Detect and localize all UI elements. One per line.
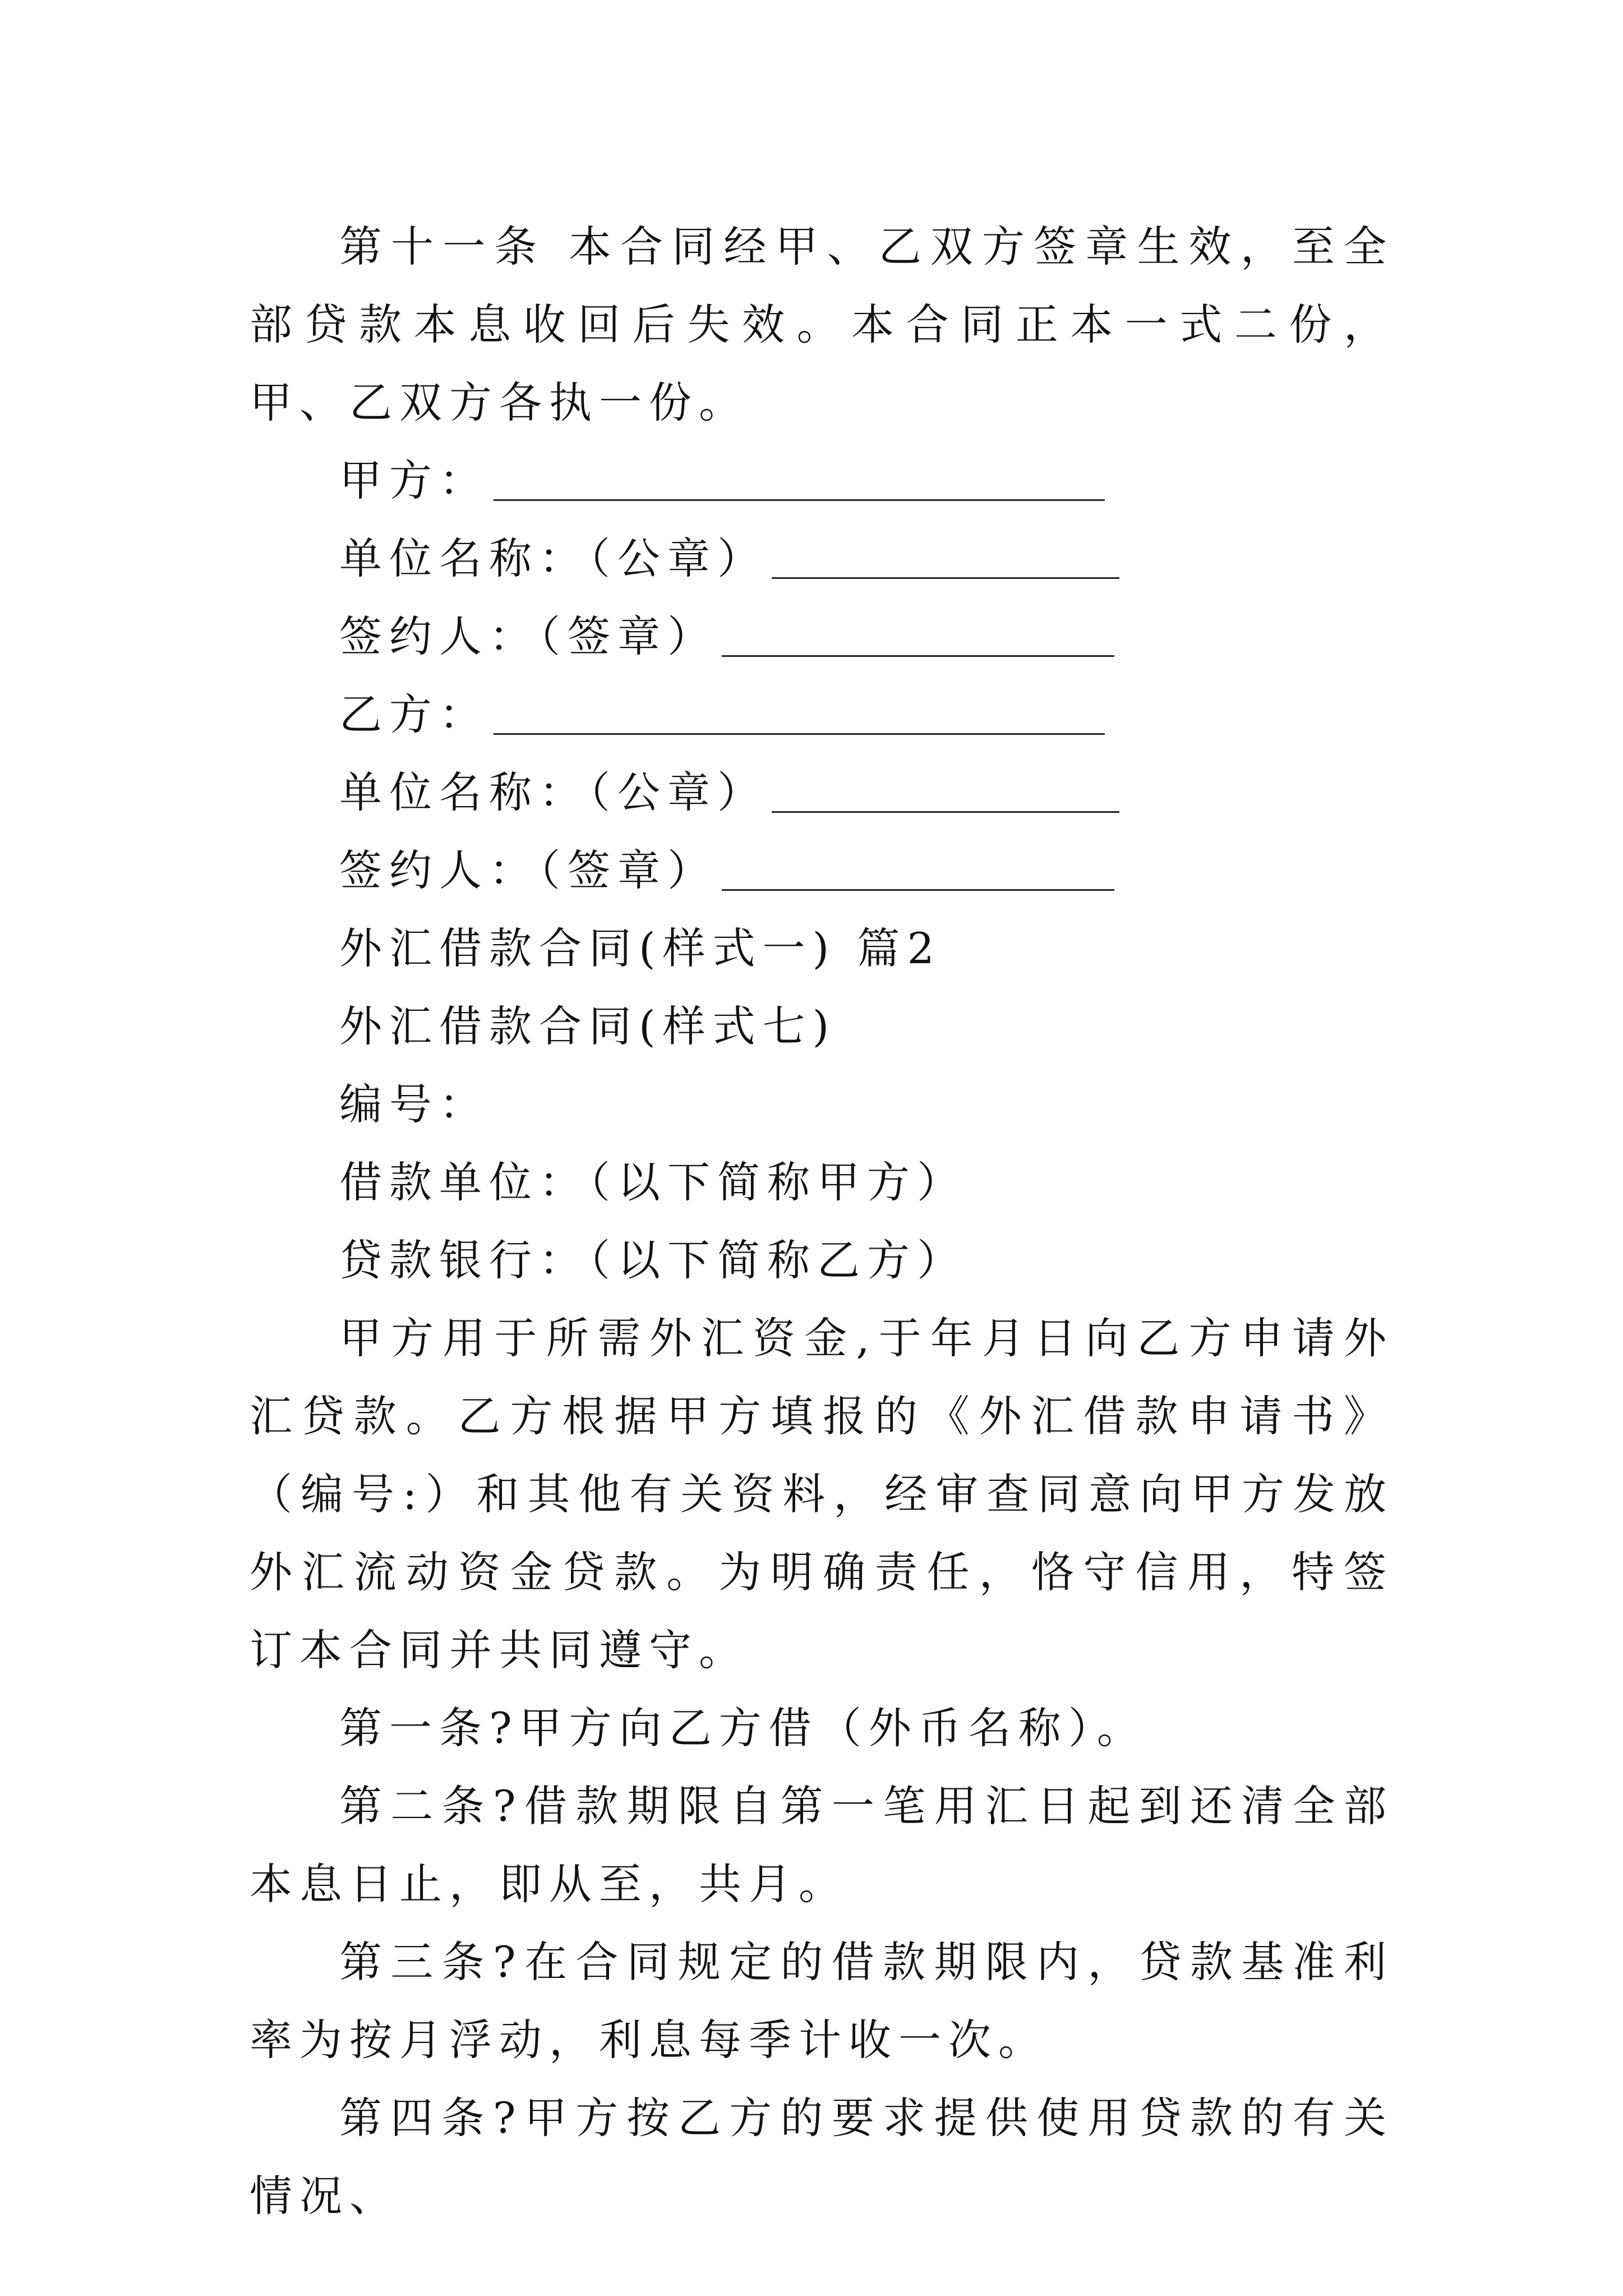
intro-paragraph: 甲方用于所需外汇资金,于年月日向乙方申请外汇贷款。乙方根据甲方填报的《外汇借款申请书》（编号:）和其他有关资料，经审查同意向甲方发放外汇流动资金贷款。为明确责任，恪守信用，特签订本合同并共同遵守。 xyxy=(250,1313,1394,1675)
party-a-blank xyxy=(494,467,1105,501)
contract-title: 外汇借款合同(样式七) xyxy=(339,1001,837,1051)
article-3-paragraph: 第三条?在合同规定的借款期限内，贷款基准利率为按月浮动，利息每季计收一次。 xyxy=(250,1937,1394,2065)
party-a-signer-blank xyxy=(722,623,1114,657)
party-a-signer-row xyxy=(250,597,1394,675)
number-label: 编号： xyxy=(339,1079,489,1129)
article-11-paragraph: 第十一条 本合同经甲、乙双方签章生效，至全部贷款本息收回后失效。本合同正本一式二份，甲、乙双方各执一份。 xyxy=(250,222,1394,427)
article-1-paragraph: 第一条?甲方向乙方借（外币名称）。 xyxy=(339,1703,1147,1753)
party-b-unit-blank xyxy=(772,779,1119,813)
document-page xyxy=(250,208,1394,2235)
party-b-blank xyxy=(494,701,1105,735)
party-a-unit-label: 单位名称：（公章） xyxy=(339,533,767,583)
article-4-paragraph: 第四条?甲方按乙方的要求提供使用贷款的有关情况、 xyxy=(250,2093,1394,2221)
party-a-signer-label: 签约人：（签章） xyxy=(339,611,717,661)
lender-line: 贷款银行：（以下简称乙方） xyxy=(339,1235,967,1285)
borrower-line: 借款单位：（以下简称甲方） xyxy=(339,1157,967,1207)
party-b-row xyxy=(250,675,1394,753)
party-a-label: 甲方： xyxy=(339,455,489,505)
party-a-unit-blank xyxy=(772,545,1119,579)
party-b-signer-blank xyxy=(722,857,1114,891)
party-b-label: 乙方： xyxy=(339,689,489,739)
article-title: 外汇借款合同(样式一) 篇2 xyxy=(339,923,942,973)
party-b-unit-label: 单位名称：（公章） xyxy=(339,767,767,817)
party-b-signer-row xyxy=(250,831,1394,909)
party-b-signer-label: 签约人：（签章） xyxy=(339,845,717,895)
article-2-paragraph: 第二条?借款期限自第一笔用汇日起到还清全部本息日止，即从至，共月。 xyxy=(250,1781,1394,1909)
party-b-unit-row xyxy=(250,753,1394,831)
party-a-unit-row xyxy=(250,519,1394,597)
party-a-row xyxy=(250,441,1394,519)
